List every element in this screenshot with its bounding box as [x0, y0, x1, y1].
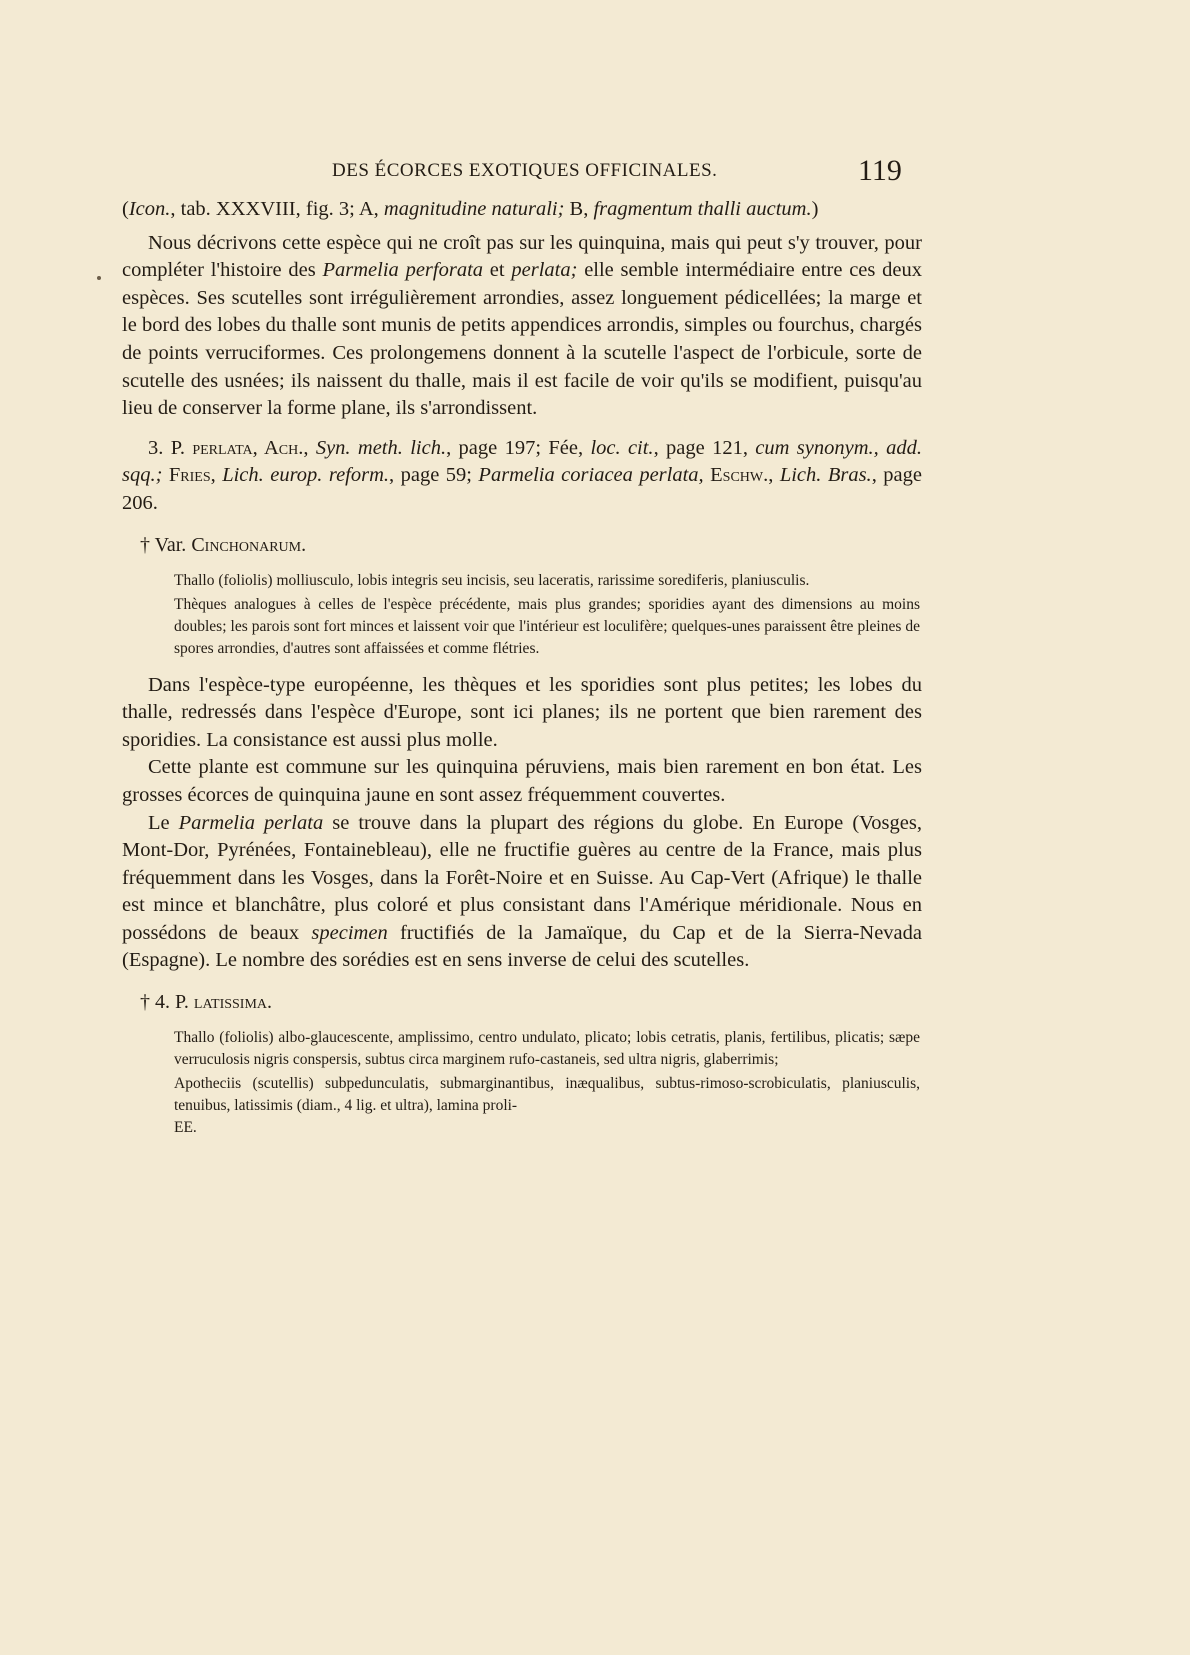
variety-heading: † Var. Cinchonarum.	[140, 533, 307, 556]
figure-reference: (Icon., tab. XXXVIII, fig. 3; A, magnitudine naturali; B, fragmentum thalli auctum.)	[122, 198, 819, 220]
page-number: 119	[858, 154, 902, 187]
species-heading-perlata: 3. P. perlata, Ach., Syn. meth. lich., page 197; Fée, loc. cit., page 121, cum synonym., add. sqq.; Fries, Lich. europ. reform., page 59; Parmelia coriacea perlata, Eschw., Lich. Bras., page 206.	[122, 436, 922, 514]
running-title: DES ÉCORCES EXOTIQUES OFFICINALES.	[332, 160, 718, 181]
dagger-mark: †	[140, 533, 150, 556]
paragraph-description: Nous décrivons cette espèce qui ne croît pas sur les quinquina, mais qui peut s'y trouver, pour compléter l'histoire des Parmelia perforata et perlata; elle semble intermédiaire entre ces deux espèces. Ses scutelles sont irrégulièrement arrondies, assez longuement pédicellées; la marge et le bord des lobes du thalle sont munis de petits appendices arrondis, simples ou fourchus, chargés de points verruciformes. Ces prolongemens donnent à la scutelle l'aspect de l'orbicule, sorte de scutelle des usnées; ils naissent du thalle, mais il est facile de voir qu'ils se modifient, puisqu'au lieu de conserver la forme plane, ils s'arrondissent.	[122, 231, 922, 420]
thallus-diagnosis: Thallo (foliolis) albo-glaucescente, amplissimo, centro undulato, plicato; lobis cetratis, planis, fertilibus, plicatis; sæpe verruculosis nigris conspersis, subtus circa marginem rufo-castaneis, sed ultra nigris, glaberrimis;	[174, 1029, 920, 1069]
species-heading-latissima: † 4. P. latissima.	[140, 991, 273, 1014]
margin-dot	[97, 276, 101, 280]
page-body	[122, 196, 922, 1139]
paragraph-type-comparison: Dans l'espèce-type européenne, les thèques et les sporidies sont plus petites; les lobes du thalle, redressés dans l'espèce d'Europe, sont ici planes; ils ne portent que bien rarement des sporidies. La consistance est aussi plus molle.	[122, 673, 922, 751]
signature-mark: EE.	[174, 1119, 197, 1137]
running-header	[0, 154, 1190, 190]
dagger-mark: †	[140, 991, 150, 1014]
latin-diagnosis: Thallo (foliolis) molliusculo, lobis integris seu incisis, seu laceratis, rarissime sorediferis, planiusculis.	[174, 571, 810, 589]
variety-description	[174, 570, 920, 660]
french-description: Thèques analogues à celles de l'espèce précédente, mais plus grandes; sporidies ayant des dimensions au moins doubles; les parois sont fort minces et laissent voir que l'intérieur est loculifère; quelques-unes paraissent être pleines de spores arrondies, d'autres sont affaissées et comme flétries.	[174, 595, 920, 657]
apothecia-diagnosis: Apotheciis (scutellis) subpedunculatis, submarginantibus, inæqualibus, subtus-rimoso-scrobiculatis, planiusculis, tenuibus, latissimis (diam., 4 lig. et ultra), lamina proli-	[174, 1075, 920, 1115]
latissima-description	[174, 1027, 920, 1117]
paragraph-occurrence: Cette plante est commune sur les quinquina péruviens, mais bien rarement en bon état. Les grosses écorces de quinquina jaune en sont assez fréquemment couvertes.	[122, 756, 922, 806]
paragraph-distribution: Le Parmelia perlata se trouve dans la plupart des régions du globe. En Europe (Vosges, Mont-Dor, Pyrénées, Fontainebleau), elle ne fructifie guères au centre de la France, mais plus fréquemment dans les Vosges, dans la Forêt-Noire et en Suisse. Au Cap-Vert (Afrique) le thalle est mince et blanchâtre, plus coloré et plus consistant dans l'Amérique méridionale. Nous en possédons de beaux specimen fructifiés de la Jamaïque, du Cap et de la Sierra-Nevada (Espagne). Le nombre des sorédies est en sens inverse de celui des scutelles.	[122, 811, 922, 972]
